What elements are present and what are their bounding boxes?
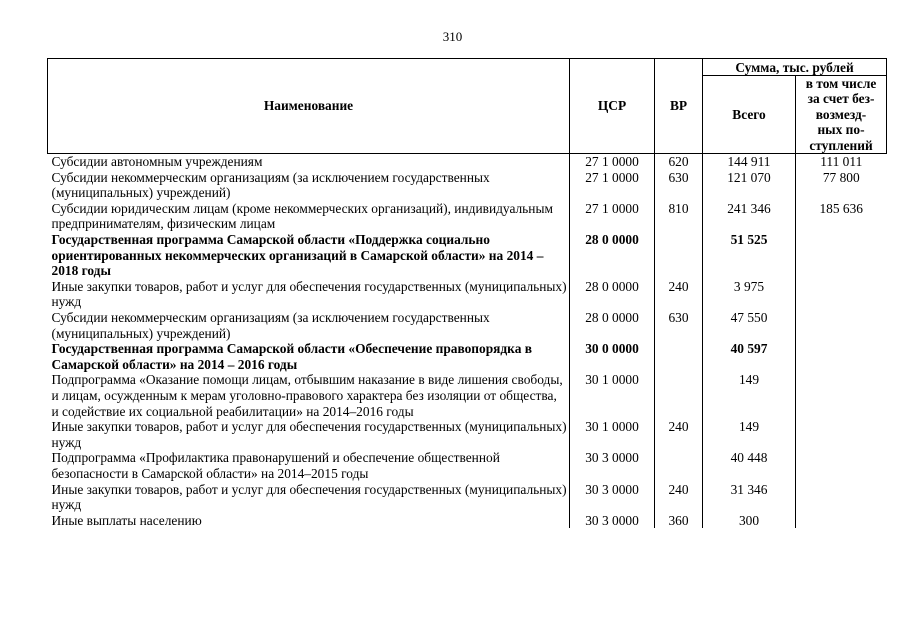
cell-free: 77 800 xyxy=(796,170,887,201)
table-row xyxy=(48,154,887,170)
table-row xyxy=(48,201,887,232)
cell-name: Иные выплаты населению xyxy=(51,512,202,528)
cell-name: Субсидии юридическим лицам (кроме некоммерческих организаций), индивидуальным предпринимателям, физическим лицам xyxy=(51,200,553,232)
cell-csr: 30 3 0000 xyxy=(570,450,655,481)
cell-name: Подпрограмма «Оказание помощи лицам, отбывшим наказание в виде лишения свободы, и лицам, осужденным к мерам уголовно-правового характера без изоляции от общества, и содействие их социальной реабилитации» на 2014–2016 годы xyxy=(51,372,563,419)
table-row xyxy=(48,341,887,372)
cell-free: 111 011 xyxy=(796,154,887,170)
cell-total: 51 525 xyxy=(703,232,796,279)
table-row xyxy=(48,419,887,450)
cell-total: 149 xyxy=(703,372,796,419)
cell-free xyxy=(796,232,887,279)
cell-csr: 30 1 0000 xyxy=(570,372,655,419)
cell-name: Субсидии некоммерческим организациям (за исключением государственных (муниципальных) учреждений) xyxy=(51,309,490,341)
cell-total: 149 xyxy=(703,419,796,450)
header-total: Всего xyxy=(703,76,796,154)
header-name: Наименование xyxy=(48,59,570,154)
cell-free xyxy=(796,279,887,310)
cell-vr xyxy=(655,372,703,419)
cell-csr: 28 0 0000 xyxy=(570,310,655,341)
header-free-line: за счет без- xyxy=(807,91,875,107)
cell-vr: 360 xyxy=(655,513,703,529)
cell-free xyxy=(796,341,887,372)
cell-csr: 30 3 0000 xyxy=(570,482,655,513)
table-row xyxy=(48,450,887,481)
table-row xyxy=(48,279,887,310)
table-row xyxy=(48,482,887,513)
cell-vr: 630 xyxy=(655,310,703,341)
cell-csr: 27 1 0000 xyxy=(570,170,655,201)
header-vr: ВР xyxy=(655,59,703,154)
cell-vr: 620 xyxy=(655,154,703,170)
header-csr: ЦСР xyxy=(570,59,655,154)
cell-csr: 27 1 0000 xyxy=(570,201,655,232)
page-number: 310 xyxy=(442,29,463,44)
cell-name: Субсидии автономным учреждениям xyxy=(51,154,263,170)
cell-csr: 30 1 0000 xyxy=(570,419,655,450)
cell-vr: 810 xyxy=(655,201,703,232)
header-free-line: ступлений xyxy=(809,137,873,153)
cell-vr xyxy=(655,450,703,481)
cell-total: 241 346 xyxy=(703,201,796,232)
cell-vr xyxy=(655,232,703,279)
cell-csr: 28 0 0000 xyxy=(570,279,655,310)
header-sum: Сумма, тыс. рублей xyxy=(703,59,887,76)
cell-total: 121 070 xyxy=(703,170,796,201)
cell-name: Иные закупки товаров, работ и услуг для обеспечения государственных (муниципальных) нужд xyxy=(51,278,567,310)
cell-name: Субсидии некоммерческим организациям (за исключением государственных (муниципальных) учреждений) xyxy=(51,169,490,201)
cell-name: Иные закупки товаров, работ и услуг для обеспечения государственных (муниципальных) нужд xyxy=(51,419,567,450)
cell-vr: 240 xyxy=(655,419,703,450)
cell-free xyxy=(796,450,887,481)
cell-vr: 240 xyxy=(655,279,703,310)
header-free-line: возмезд- xyxy=(815,106,867,122)
cell-free xyxy=(796,419,887,450)
table-row xyxy=(48,513,887,529)
cell-total: 3 975 xyxy=(703,279,796,310)
cell-free xyxy=(796,513,887,529)
cell-total: 31 346 xyxy=(703,482,796,513)
table-body xyxy=(48,154,887,529)
cell-vr: 240 xyxy=(655,482,703,513)
cell-total: 40 448 xyxy=(703,450,796,481)
cell-total: 47 550 xyxy=(703,310,796,341)
cell-total: 144 911 xyxy=(703,154,796,170)
cell-vr xyxy=(655,341,703,372)
table-row xyxy=(48,170,887,201)
header-free-line: ных по- xyxy=(817,122,865,138)
cell-name: Государственная программа Самарской области «Поддержка социально ориентированных некоммерческих организаций в Самарской области» на 2014 – 2018 годы xyxy=(51,232,544,279)
table-row xyxy=(48,372,887,419)
table-row xyxy=(48,232,887,279)
cell-name: Государственная программа Самарской области «Обеспечение правопорядка в Самарской области» на 2014 – 2016 годы xyxy=(51,341,532,372)
cell-csr: 30 3 0000 xyxy=(570,513,655,529)
cell-csr: 27 1 0000 xyxy=(570,154,655,170)
cell-free xyxy=(796,372,887,419)
table-header xyxy=(48,59,887,154)
cell-name: Подпрограмма «Профилактика правонарушений и обеспечение общественной безопасности в Самарской области» на 2014–2015 годы xyxy=(51,450,500,481)
header-free-of-charge xyxy=(796,76,887,154)
cell-vr: 630 xyxy=(655,170,703,201)
cell-total: 40 597 xyxy=(703,341,796,372)
header-free-line: в том числе xyxy=(805,76,877,91)
cell-csr: 28 0 0000 xyxy=(570,232,655,279)
cell-free xyxy=(796,482,887,513)
cell-free xyxy=(796,310,887,341)
table-row xyxy=(48,310,887,341)
budget-table xyxy=(47,58,887,528)
cell-csr: 30 0 0000 xyxy=(570,341,655,372)
cell-free: 185 636 xyxy=(796,201,887,232)
cell-name: Иные закупки товаров, работ и услуг для обеспечения государственных (муниципальных) нужд xyxy=(51,481,567,513)
cell-total: 300 xyxy=(703,513,796,529)
